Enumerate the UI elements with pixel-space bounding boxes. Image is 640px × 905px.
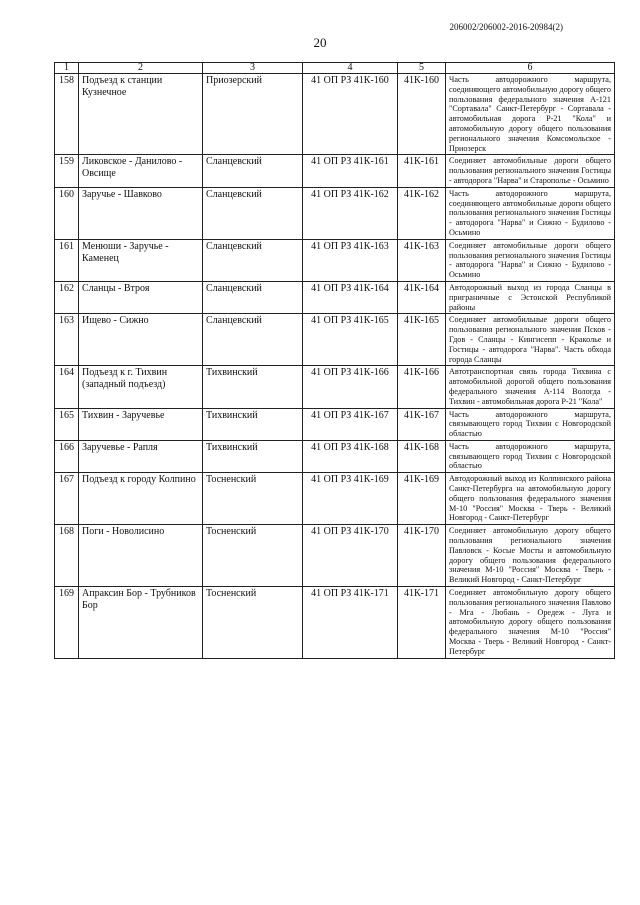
- district: Тихвинский: [203, 408, 303, 440]
- road-short-code: 41К-162: [398, 187, 446, 239]
- table-row: [55, 408, 615, 440]
- road-name: Подъезд к городу Колпино: [79, 473, 203, 525]
- road-name: Ликовское - Данилово - Овсище: [79, 155, 203, 187]
- district: Тосненский: [203, 473, 303, 525]
- road-id: 41 ОП РЗ 41К-162: [303, 187, 398, 239]
- table-row: [55, 239, 615, 281]
- road-id: 41 ОП РЗ 41К-169: [303, 473, 398, 525]
- road-id: 41 ОП РЗ 41К-170: [303, 525, 398, 587]
- road-id: 41 ОП РЗ 41К-166: [303, 366, 398, 408]
- row-number: 168: [55, 525, 79, 587]
- table-row: [55, 281, 615, 313]
- road-name: Поги - Новолисино: [79, 525, 203, 587]
- district: Приозерский: [203, 74, 303, 155]
- road-name: Подъезд к станции Кузнечное: [79, 74, 203, 155]
- road-short-code: 41К-168: [398, 440, 446, 472]
- road-short-code: 41К-170: [398, 525, 446, 587]
- table-row: [55, 440, 615, 472]
- table-row: [55, 187, 615, 239]
- page-number: 20: [313, 35, 327, 50]
- road-short-code: 41К-163: [398, 239, 446, 281]
- road-id: 41 ОП РЗ 41К-171: [303, 587, 398, 659]
- road-name: Менюши - Заручье - Каменец: [79, 239, 203, 281]
- road-id: 41 ОП РЗ 41К-165: [303, 314, 398, 366]
- road-short-code: 41К-161: [398, 155, 446, 187]
- row-number: 162: [55, 281, 79, 313]
- row-number: 169: [55, 587, 79, 659]
- district: Тосненский: [203, 525, 303, 587]
- road-short-code: 41К-164: [398, 281, 446, 313]
- column-header: 6: [446, 63, 615, 74]
- row-number: 165: [55, 408, 79, 440]
- district: Сланцевский: [203, 187, 303, 239]
- road-id: 41 ОП РЗ 41К-161: [303, 155, 398, 187]
- column-header: 2: [79, 63, 203, 74]
- road-short-code: 41К-160: [398, 74, 446, 155]
- road-name: Апраксин Бор - Трубников Бор: [79, 587, 203, 659]
- district: Сланцевский: [203, 314, 303, 366]
- road-description: Автодорожный выход из города Сланцы в приграничные с Эстонской Республикой районы: [446, 281, 615, 313]
- road-description: Соединяет автомобильные дороги общего пользования регионального значения Псков - Гдов - Сланцы - Кингисепп - Краколье и Гостицы - автодорога "Нарва". Часть обхода города Сланцы: [446, 314, 615, 366]
- road-id: 41 ОП РЗ 41К-167: [303, 408, 398, 440]
- row-number: 160: [55, 187, 79, 239]
- road-name: Тихвин - Заручевье: [79, 408, 203, 440]
- column-header: 5: [398, 63, 446, 74]
- table-row: [55, 525, 615, 587]
- table-row: [55, 155, 615, 187]
- road-name: Заручевье - Рапля: [79, 440, 203, 472]
- road-id: 41 ОП РЗ 41К-160: [303, 74, 398, 155]
- road-description: Соединяет автомобильные дороги общего пользования регионального значения Гостицы - автодорога "Нарва" и Сижно - Будилово - Осьмино: [446, 239, 615, 281]
- road-description: Часть автодорожного маршрута, связывающего город Тихвин с Новгородской областью: [446, 440, 615, 472]
- road-name: Ищево - Сижно: [79, 314, 203, 366]
- row-number: 159: [55, 155, 79, 187]
- road-id: 41 ОП РЗ 41К-168: [303, 440, 398, 472]
- road-description: Автодорожный выход из Колпинского района Санкт-Петербурга на автомобильную дорогу общего пользования федерального значения М-10 "Россия" Москва - Тверь - Великий Новгород - Санкт-Петербург: [446, 473, 615, 525]
- road-id: 41 ОП РЗ 41К-164: [303, 281, 398, 313]
- road-description: Автотранспортная связь города Тихвина с автомобильной дорогой общего пользования федерального значения А-114 Вологда - Тихвин - автомобильная дорога Р-21 "Кола": [446, 366, 615, 408]
- road-description: Соединяет автомобильную дорогу общего пользования регионального значения Павлово - Мга - Любань - Оредеж - Луга и автомобильную дорогу общего пользования федерального значения М-10 "Россия" Москва - Тверь - Великий Новгород - Санкт-Петербург: [446, 587, 615, 659]
- road-description: Часть автодорожного маршрута, связывающего город Тихвин с Новгородской областью: [446, 408, 615, 440]
- district: Тосненский: [203, 587, 303, 659]
- district: Сланцевский: [203, 155, 303, 187]
- table-row: [55, 473, 615, 525]
- row-number: 164: [55, 366, 79, 408]
- table-header-row: [55, 63, 615, 74]
- district: Сланцевский: [203, 239, 303, 281]
- road-description: Соединяет автомобильные дороги общего пользования регионального значения Гостицы - автодорога "Нарва" и Старополье - Осьмино: [446, 155, 615, 187]
- road-name: Заручье - Шавково: [79, 187, 203, 239]
- district: Тихвинский: [203, 366, 303, 408]
- table-row: [55, 366, 615, 408]
- table-row: [55, 314, 615, 366]
- column-header: 4: [303, 63, 398, 74]
- road-id: 41 ОП РЗ 41К-163: [303, 239, 398, 281]
- column-header: 1: [55, 63, 79, 74]
- road-name: Сланцы - Втроя: [79, 281, 203, 313]
- road-description: Соединяет автомобильную дорогу общего пользования регионального значения Павловск - Косые Мосты и автомобильную дорогу общего пользования федерального значения М-10 "Россия" Москва - Тверь - Великий Новгород - Санкт-Петербург: [446, 525, 615, 587]
- row-number: 161: [55, 239, 79, 281]
- row-number: 166: [55, 440, 79, 472]
- row-number: 163: [55, 314, 79, 366]
- district: Сланцевский: [203, 281, 303, 313]
- document-number: 206002/206002-2016-20984(2): [449, 22, 563, 32]
- road-description: Часть автодорожного маршрута, соединяющего автомобильную дорогу общего пользования федерального значения А-121 "Сортавала" Санкт-Петербург - Сортавала - автомобильная дорога Р-21 "Кола" и автомобильную дорогу общего пользования регионального значения Комсомольское - Приозерск: [446, 74, 615, 155]
- road-short-code: 41К-169: [398, 473, 446, 525]
- road-short-code: 41К-171: [398, 587, 446, 659]
- table-row: [55, 587, 615, 659]
- road-short-code: 41К-165: [398, 314, 446, 366]
- road-short-code: 41К-166: [398, 366, 446, 408]
- road-short-code: 41К-167: [398, 408, 446, 440]
- district: Тихвинский: [203, 440, 303, 472]
- column-header: 3: [203, 63, 303, 74]
- roads-table: [54, 62, 615, 659]
- road-description: Часть автодорожного маршрута, соединяющего автомобильные дороги общего пользования регионального значения Гостицы - автодорога "Нарва" и Сижно - Будилово - Осьмино: [446, 187, 615, 239]
- row-number: 158: [55, 74, 79, 155]
- row-number: 167: [55, 473, 79, 525]
- table-row: [55, 74, 615, 155]
- road-name: Подъезд к г. Тихвин (западный подъезд): [79, 366, 203, 408]
